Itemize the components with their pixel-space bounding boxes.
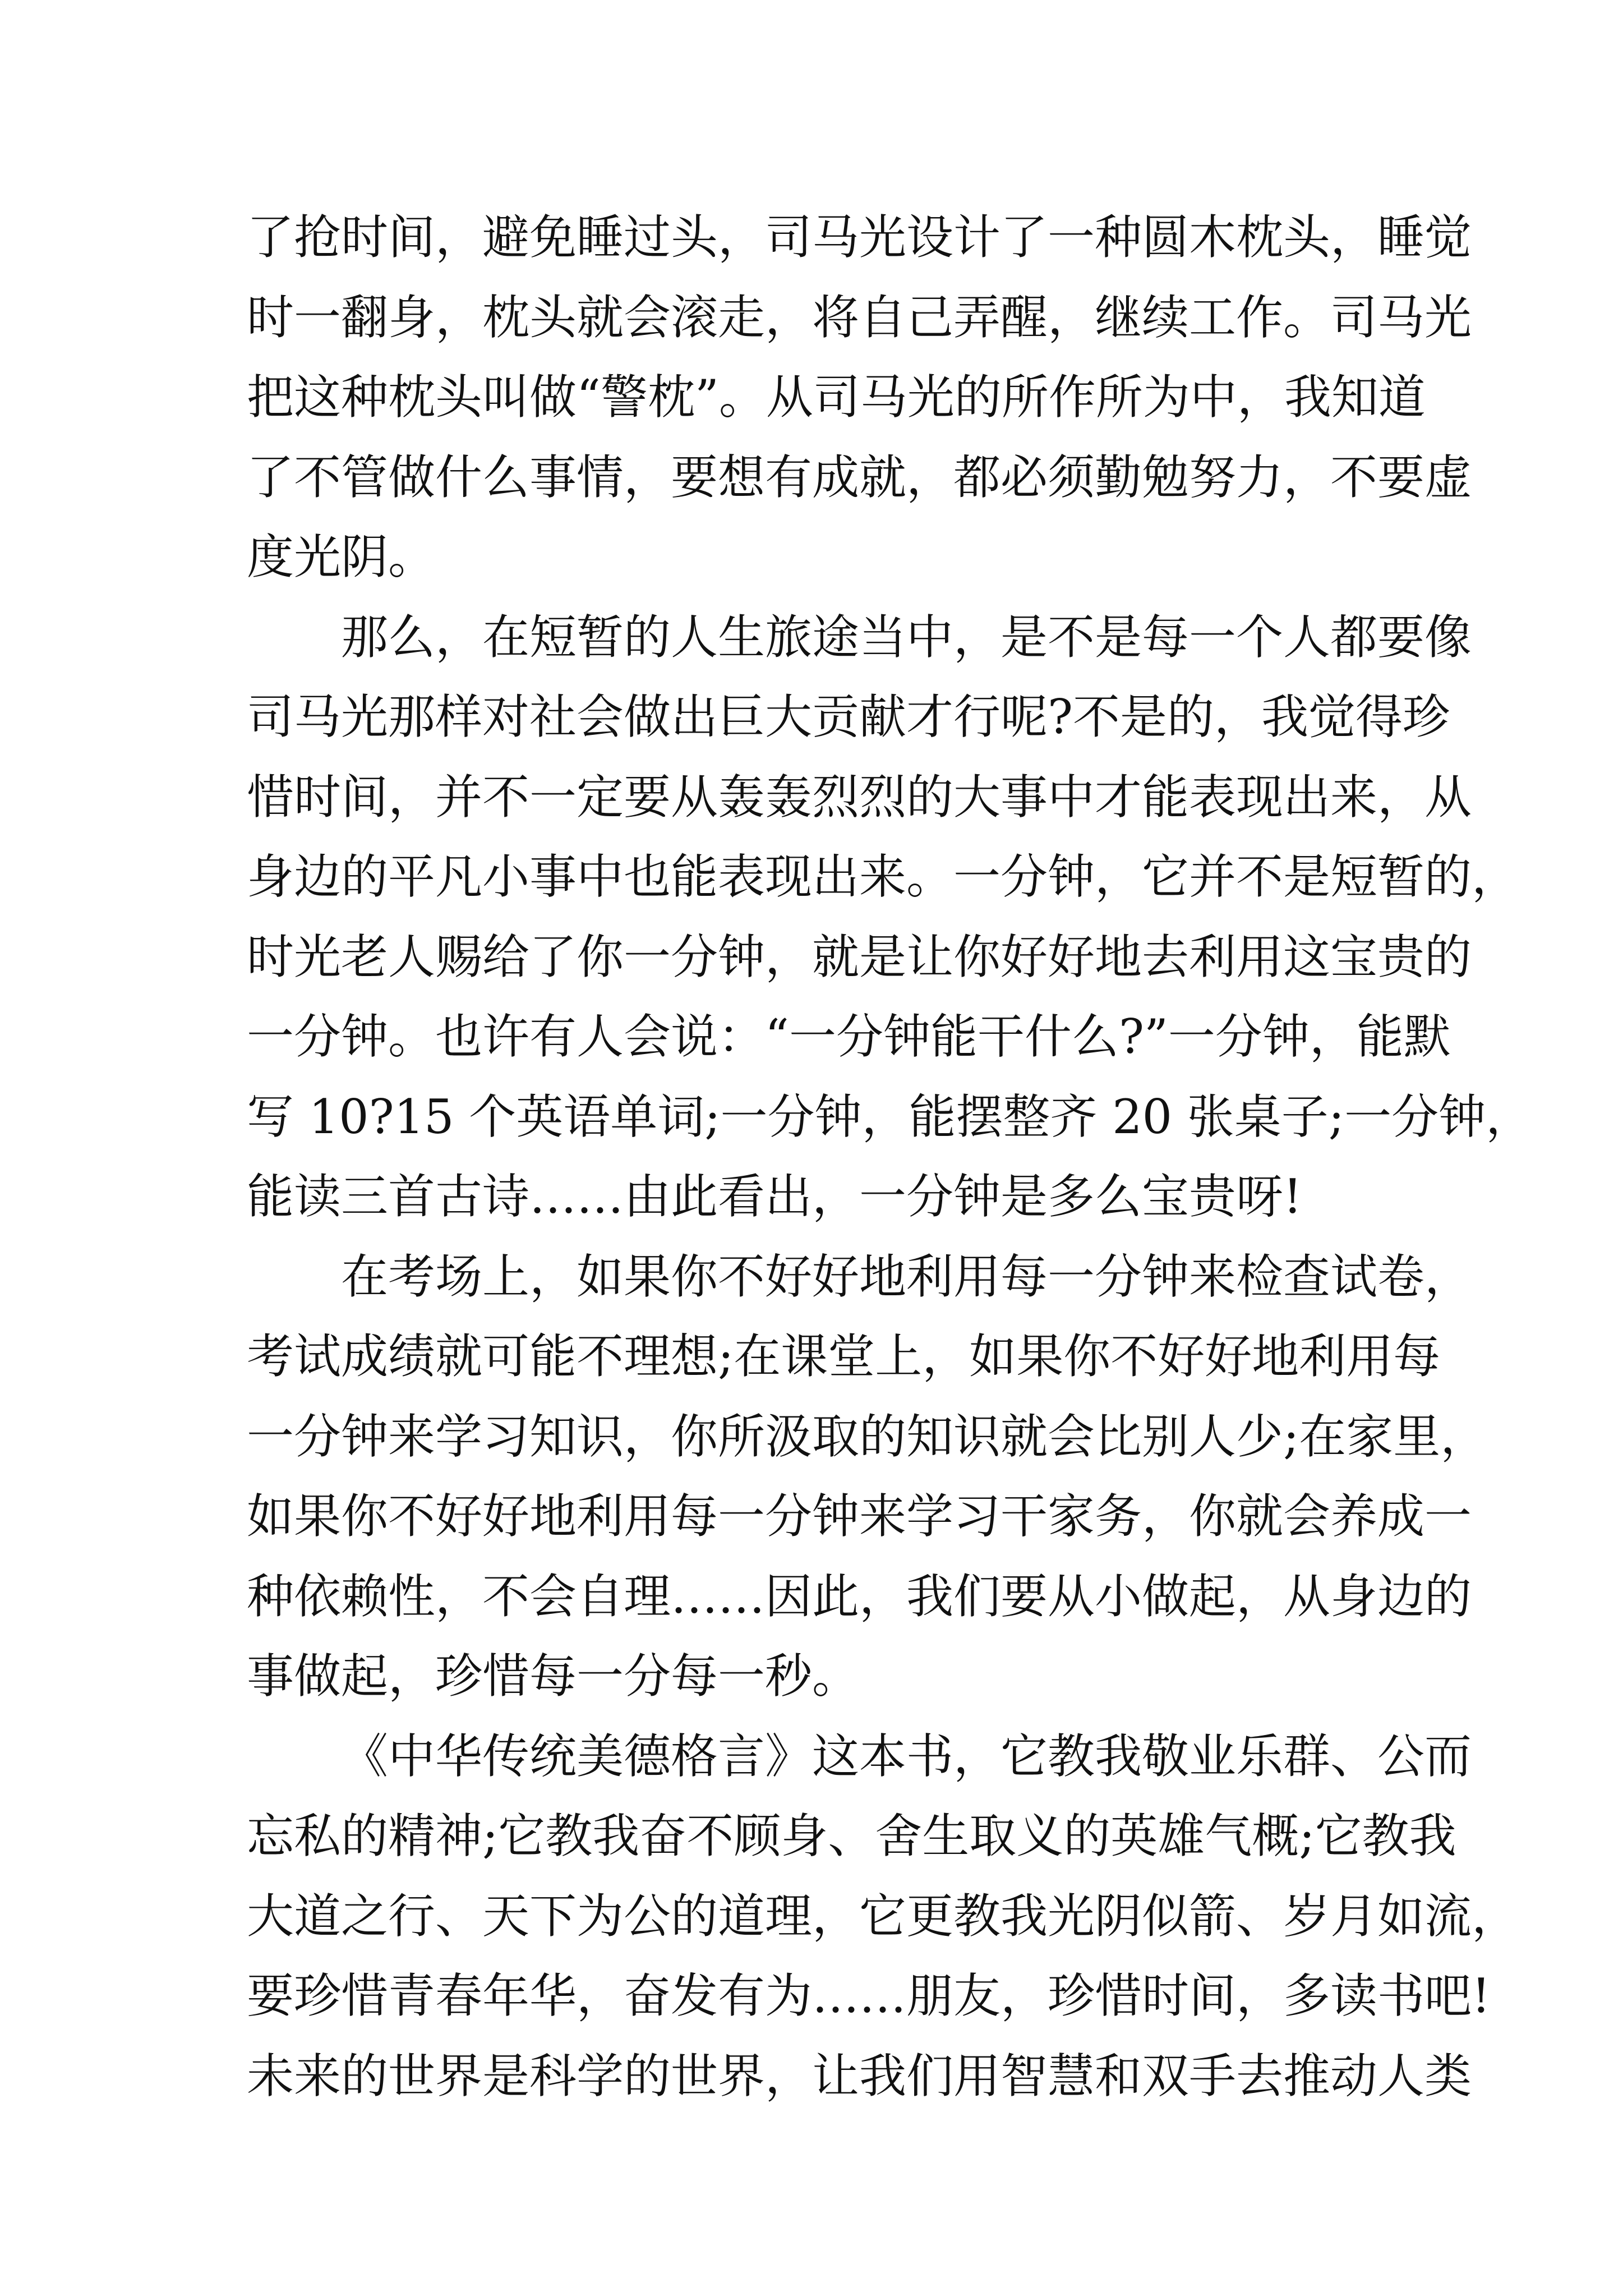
text-line: 时光老人赐给了你一分钟，就是让你好好地去利用这宝贵的 [247,929,1472,984]
text-line: 时一翻身，枕头就会滚走，将自己弄醒，继续工作。司马光 [247,289,1472,345]
text-line: 惜时间，并不一定要从轰轰烈烈的大事中才能表现出来，从 [247,769,1472,825]
text-line: 身边的平凡小事中也能表现出来。一分钟，它并不是短暂的， [247,849,1519,904]
text-line: 能读三首古诗……由此看出，一分钟是多么宝贵呀! [247,1169,1302,1224]
text-line: 在考场上，如果你不好好地利用每一分钟来检查试卷， [341,1249,1472,1304]
text-line: 如果你不好好地利用每一分钟来学习干家务，你就会养成一 [247,1489,1472,1544]
text-line: 了抢时间，避免睡过头，司马光设计了一种圆木枕头，睡觉 [247,210,1472,265]
text-line: 一分钟。也许有人会说：“一分钟能干什么?”一分钟，能默 [247,1009,1451,1064]
paragraph-4 [247,1717,1519,2116]
text-line: 《中华传统美德格言》这本书，它教我敬业乐群、公而 [341,1728,1472,1784]
text-line: 大道之行、天下为公的道理，它更教我光阴似箭、岁月如流， [247,1888,1519,1944]
text-line: 写 10?15 个英语单词;一分钟，能摆整齐 20 张桌子;一分钟， [247,1089,1533,1144]
text-line: 事做起，珍惜每一分每一秒。 [247,1649,860,1704]
paragraph-2 [247,597,1533,1237]
text-line: 度光阴。 [247,530,436,585]
paragraph-3 [247,1237,1488,1717]
text-line: 司马光那样对社会做出巨大贡献才行呢?不是的，我觉得珍 [247,689,1450,744]
text-line: 考试成绩就可能不理想;在课堂上，如果你不好好地利用每 [247,1329,1441,1384]
text-line: 把这种枕头叫做“警枕”。从司马光的所作所为中，我知道 [247,370,1426,425]
paragraph-1 [247,197,1472,597]
text-line: 未来的世界是科学的世界，让我们用智慧和双手去推动人类 [247,2048,1472,2104]
text-line: 一分钟来学习知识，你所汲取的知识就会比别人少;在家里， [247,1409,1488,1464]
document-body [247,197,1533,2116]
text-line: 了不管做什么事情，要想有成就，都必须勤勉努力，不要虚 [247,449,1472,505]
text-line: 忘私的精神;它教我奋不顾身、舍生取义的英雄气概;它教我 [247,1809,1456,1864]
text-line: 种依赖性，不会自理……因此，我们要从小做起，从身边的 [247,1568,1472,1624]
text-line: 要珍惜青春年华，奋发有为……朋友，珍惜时间，多读书吧! [247,1968,1491,2023]
text-line: 那么，在短暂的人生旅途当中，是不是每一个人都要像 [341,609,1472,665]
